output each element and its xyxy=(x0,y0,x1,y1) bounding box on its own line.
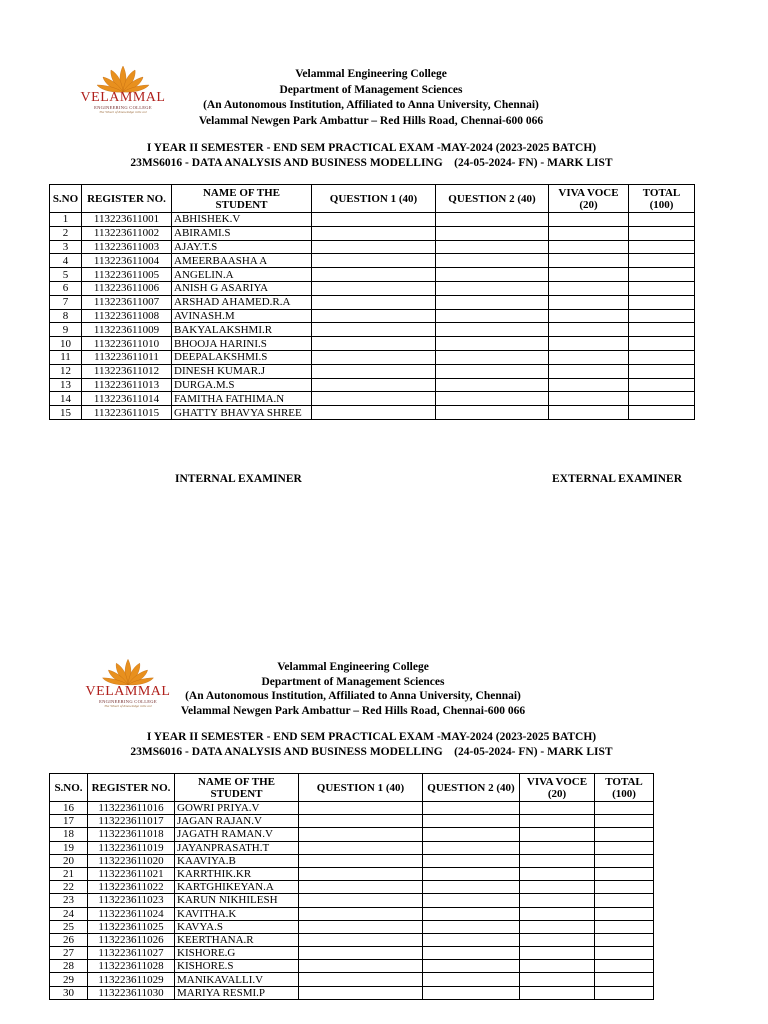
question-1-mark-cell[interactable] xyxy=(299,841,423,854)
total-mark-cell[interactable] xyxy=(629,378,695,392)
sno-cell: 5 xyxy=(50,268,82,282)
register-no-cell: 113223611007 xyxy=(82,295,172,309)
table-row xyxy=(50,295,695,309)
register-no-cell: 113223611020 xyxy=(88,854,175,867)
sno-cell: 30 xyxy=(50,986,88,999)
question-2-mark-cell[interactable] xyxy=(436,226,549,240)
college-name: Velammal Engineering College xyxy=(277,661,429,673)
logo-tagline: The Wheel of Knowledge rolls on! xyxy=(104,704,152,708)
table-row xyxy=(50,867,654,880)
student-name-cell: GHATTY BHAVYA SHREE xyxy=(172,406,312,420)
viva-voce-mark-cell[interactable] xyxy=(549,309,629,323)
viva-voce-mark-cell[interactable] xyxy=(520,881,595,894)
table-row xyxy=(50,894,654,907)
exam-line-1: I YEAR II SEMESTER - END SEM PRACTICAL EXAM -MAY-2024 (2023-2025 BATCH) xyxy=(146,731,597,743)
viva-voce-mark-cell[interactable] xyxy=(549,323,629,337)
question-1-mark-cell[interactable] xyxy=(299,815,423,828)
viva-voce-mark-cell[interactable] xyxy=(549,226,629,240)
question-1-mark-cell[interactable] xyxy=(312,323,436,337)
sno-cell: 8 xyxy=(50,309,82,323)
total-mark-cell[interactable] xyxy=(595,881,654,894)
question-1-mark-cell[interactable] xyxy=(299,828,423,841)
affiliation: (An Autonomous Institution, Affiliated to Anna University, Chennai) xyxy=(185,690,521,702)
sno-cell: 22 xyxy=(50,881,88,894)
question-1-mark-cell[interactable] xyxy=(312,213,436,227)
question-2-mark-cell[interactable] xyxy=(436,392,549,406)
table-row xyxy=(50,337,695,351)
table-row xyxy=(50,254,695,268)
sno-cell: 7 xyxy=(50,295,82,309)
register-no-cell: 113223611005 xyxy=(82,268,172,282)
question-1-mark-cell[interactable] xyxy=(312,268,436,282)
table-row xyxy=(50,226,695,240)
table-row xyxy=(50,309,695,323)
viva-voce-mark-cell[interactable] xyxy=(520,947,595,960)
question-1-mark-cell[interactable] xyxy=(299,933,423,946)
col-question-1: QUESTION 1 (40) xyxy=(299,774,423,802)
logo-subtitle: ENGINEERING COLLEGE xyxy=(99,699,157,704)
table-body-1 xyxy=(50,213,695,420)
question-1-mark-cell[interactable] xyxy=(299,947,423,960)
sno-cell: 28 xyxy=(50,960,88,973)
total-mark-cell[interactable] xyxy=(629,226,695,240)
viva-voce-mark-cell[interactable] xyxy=(549,295,629,309)
question-1-mark-cell[interactable] xyxy=(312,240,436,254)
total-mark-cell[interactable] xyxy=(629,337,695,351)
question-1-mark-cell[interactable] xyxy=(299,907,423,920)
register-no-cell: 113223611009 xyxy=(82,323,172,337)
student-name-cell: KARRTHIK.KR xyxy=(175,867,299,880)
sno-cell: 1 xyxy=(50,213,82,227)
question-2-mark-cell[interactable] xyxy=(423,802,520,815)
question-1-mark-cell[interactable] xyxy=(312,226,436,240)
table-row xyxy=(50,350,695,364)
student-name-cell: DURGA.M.S xyxy=(172,378,312,392)
viva-voce-mark-cell[interactable] xyxy=(549,364,629,378)
total-mark-cell[interactable] xyxy=(629,254,695,268)
question-2-mark-cell[interactable] xyxy=(436,364,549,378)
logo-subtitle: ENGINEERING COLLEGE xyxy=(94,105,152,110)
sno-cell: 25 xyxy=(50,920,88,933)
sno-cell: 13 xyxy=(50,378,82,392)
total-mark-cell[interactable] xyxy=(629,323,695,337)
question-2-mark-cell[interactable] xyxy=(423,867,520,880)
register-no-cell: 113223611029 xyxy=(88,973,175,986)
total-mark-cell[interactable] xyxy=(595,947,654,960)
exam-line-2: 23MS6016 - DATA ANALYSIS AND BUSINESS MODELLING (24-05-2024- FN) - MARK LIST xyxy=(130,156,613,169)
sno-cell: 23 xyxy=(50,894,88,907)
question-1-mark-cell[interactable] xyxy=(299,920,423,933)
question-2-mark-cell[interactable] xyxy=(423,815,520,828)
question-2-mark-cell[interactable] xyxy=(423,881,520,894)
total-mark-cell[interactable] xyxy=(595,960,654,973)
mark-list-page-1 xyxy=(0,0,768,500)
question-2-mark-cell[interactable] xyxy=(423,828,520,841)
question-2-mark-cell[interactable] xyxy=(436,323,549,337)
register-no-cell: 113223611008 xyxy=(82,309,172,323)
table-row xyxy=(50,907,654,920)
question-1-mark-cell[interactable] xyxy=(312,254,436,268)
viva-voce-mark-cell[interactable] xyxy=(549,378,629,392)
total-mark-cell[interactable] xyxy=(595,973,654,986)
question-1-mark-cell[interactable] xyxy=(299,960,423,973)
student-name-cell: ABHISHEK.V xyxy=(172,213,312,227)
total-mark-cell[interactable] xyxy=(595,841,654,854)
register-no-cell: 113223611021 xyxy=(88,867,175,880)
mark-list-page-2 xyxy=(0,650,768,1024)
college-header xyxy=(153,660,553,718)
register-no-cell: 113223611022 xyxy=(88,881,175,894)
exam-title xyxy=(50,730,693,759)
question-2-mark-cell[interactable] xyxy=(423,920,520,933)
register-no-cell: 113223611010 xyxy=(82,337,172,351)
sno-cell: 18 xyxy=(50,828,88,841)
question-2-mark-cell[interactable] xyxy=(436,213,549,227)
register-no-cell: 113223611023 xyxy=(88,894,175,907)
register-no-cell: 113223611003 xyxy=(82,240,172,254)
student-name-cell: BAKYALAKSHMI.R xyxy=(172,323,312,337)
question-2-mark-cell[interactable] xyxy=(436,240,549,254)
student-name-cell: AJAY.T.S xyxy=(172,240,312,254)
viva-voce-mark-cell[interactable] xyxy=(549,268,629,282)
exam-line-1: I YEAR II SEMESTER - END SEM PRACTICAL EXAM -MAY-2024 (2023-2025 BATCH) xyxy=(146,142,597,154)
mark-list-table-2 xyxy=(49,773,654,1000)
question-2-mark-cell[interactable] xyxy=(423,907,520,920)
viva-voce-mark-cell[interactable] xyxy=(520,907,595,920)
student-name-cell: KAAVIYA.B xyxy=(175,854,299,867)
question-2-mark-cell[interactable] xyxy=(436,281,549,295)
total-mark-cell[interactable] xyxy=(595,854,654,867)
col-total: TOTAL (100) xyxy=(629,185,695,213)
register-no-cell: 113223611015 xyxy=(82,406,172,420)
question-2-mark-cell[interactable] xyxy=(423,841,520,854)
question-1-mark-cell[interactable] xyxy=(299,973,423,986)
col-student-name: NAME OF THE STUDENT xyxy=(172,185,312,213)
exam-title xyxy=(50,141,693,170)
question-2-mark-cell[interactable] xyxy=(436,309,549,323)
viva-voce-mark-cell[interactable] xyxy=(549,350,629,364)
college-logo xyxy=(78,64,168,116)
affiliation: (An Autonomous Institution, Affiliated to Anna University, Chennai) xyxy=(203,99,539,111)
register-no-cell: 113223611018 xyxy=(88,828,175,841)
question-1-mark-cell[interactable] xyxy=(312,392,436,406)
sno-cell: 27 xyxy=(50,947,88,960)
question-1-mark-cell[interactable] xyxy=(299,867,423,880)
total-mark-cell[interactable] xyxy=(595,815,654,828)
student-name-cell: FAMITHA FATHIMA.N xyxy=(172,392,312,406)
table-row xyxy=(50,828,654,841)
total-mark-cell[interactable] xyxy=(629,281,695,295)
sno-cell: 3 xyxy=(50,240,82,254)
total-mark-cell[interactable] xyxy=(629,268,695,282)
viva-voce-mark-cell[interactable] xyxy=(549,281,629,295)
col-viva-voce: VIVA VOCE (20) xyxy=(520,774,595,802)
student-name-cell: KEERTHANA.R xyxy=(175,933,299,946)
sno-cell: 11 xyxy=(50,350,82,364)
student-name-cell: JAYANPRASATH.T xyxy=(175,841,299,854)
question-1-mark-cell[interactable] xyxy=(312,364,436,378)
table-body-2 xyxy=(50,802,654,1000)
total-mark-cell[interactable] xyxy=(629,364,695,378)
student-name-cell: GOWRI PRIYA.V xyxy=(175,802,299,815)
sno-cell: 19 xyxy=(50,841,88,854)
question-1-mark-cell[interactable] xyxy=(312,350,436,364)
sno-cell: 10 xyxy=(50,337,82,351)
question-2-mark-cell[interactable] xyxy=(423,973,520,986)
logo-tagline: The Wheel of Knowledge rolls on! xyxy=(99,110,147,114)
question-2-mark-cell[interactable] xyxy=(423,933,520,946)
viva-voce-mark-cell[interactable] xyxy=(520,828,595,841)
table-row xyxy=(50,973,654,986)
student-name-cell: ANGELIN.A xyxy=(172,268,312,282)
register-no-cell: 113223611025 xyxy=(88,920,175,933)
total-mark-cell[interactable] xyxy=(629,350,695,364)
table-row xyxy=(50,364,695,378)
col-question-2: QUESTION 2 (40) xyxy=(436,185,549,213)
sno-cell: 26 xyxy=(50,933,88,946)
student-name-cell: KARTGHIKEYAN.A xyxy=(175,881,299,894)
question-2-mark-cell[interactable] xyxy=(436,295,549,309)
sno-cell: 4 xyxy=(50,254,82,268)
viva-voce-mark-cell[interactable] xyxy=(520,986,595,999)
student-name-cell: ARSHAD AHAMED.R.A xyxy=(172,295,312,309)
total-mark-cell[interactable] xyxy=(629,240,695,254)
department-name: Department of Management Sciences xyxy=(261,675,445,688)
register-no-cell: 113223611012 xyxy=(82,364,172,378)
table-row xyxy=(50,933,654,946)
logo-name: VELAMMAL xyxy=(85,684,171,699)
col-sno: S.NO. xyxy=(50,774,88,802)
table-row xyxy=(50,268,695,282)
student-name-cell: BHOOJA HARINI.S xyxy=(172,337,312,351)
address: Velammal Newgen Park Ambattur – Red Hills Road, Chennai-600 066 xyxy=(180,704,526,717)
question-2-mark-cell[interactable] xyxy=(436,378,549,392)
question-2-mark-cell[interactable] xyxy=(436,337,549,351)
total-mark-cell[interactable] xyxy=(629,295,695,309)
table-row xyxy=(50,881,654,894)
sno-cell: 20 xyxy=(50,854,88,867)
total-mark-cell[interactable] xyxy=(595,828,654,841)
total-mark-cell[interactable] xyxy=(629,213,695,227)
register-no-cell: 113223611019 xyxy=(88,841,175,854)
register-no-cell: 113223611016 xyxy=(88,802,175,815)
viva-voce-mark-cell[interactable] xyxy=(549,406,629,420)
viva-voce-mark-cell[interactable] xyxy=(520,802,595,815)
viva-voce-mark-cell[interactable] xyxy=(520,841,595,854)
viva-voce-mark-cell[interactable] xyxy=(549,254,629,268)
student-name-cell: AMEERBAASHA A xyxy=(172,254,312,268)
table-row xyxy=(50,392,695,406)
question-1-mark-cell[interactable] xyxy=(299,881,423,894)
sno-cell: 24 xyxy=(50,907,88,920)
student-name-cell: KISHORE.G xyxy=(175,947,299,960)
student-name-cell: ANISH G ASARIYA xyxy=(172,281,312,295)
college-name: Velammal Engineering College xyxy=(295,68,447,80)
student-name-cell: KISHORE.S xyxy=(175,960,299,973)
student-name-cell: DINESH KUMAR.J xyxy=(172,364,312,378)
question-1-mark-cell[interactable] xyxy=(312,281,436,295)
question-2-mark-cell[interactable] xyxy=(436,254,549,268)
student-name-cell: KARUN NIKHILESH xyxy=(175,894,299,907)
col-viva-voce: VIVA VOCE (20) xyxy=(549,185,629,213)
question-2-mark-cell[interactable] xyxy=(436,268,549,282)
register-no-cell: 113223611011 xyxy=(82,350,172,364)
table-row xyxy=(50,213,695,227)
sno-cell: 14 xyxy=(50,392,82,406)
table-row xyxy=(50,802,654,815)
sno-cell: 2 xyxy=(50,226,82,240)
question-2-mark-cell[interactable] xyxy=(423,854,520,867)
department-name: Department of Management Sciences xyxy=(279,83,463,96)
sno-cell: 17 xyxy=(50,815,88,828)
question-1-mark-cell[interactable] xyxy=(312,309,436,323)
external-examiner-label: EXTERNAL EXAMINER xyxy=(552,473,683,485)
table-row xyxy=(50,920,654,933)
col-question-2: QUESTION 2 (40) xyxy=(423,774,520,802)
question-1-mark-cell[interactable] xyxy=(299,802,423,815)
question-2-mark-cell[interactable] xyxy=(436,406,549,420)
total-mark-cell[interactable] xyxy=(629,406,695,420)
question-2-mark-cell[interactable] xyxy=(423,986,520,999)
col-sno: S.NO xyxy=(50,185,82,213)
question-1-mark-cell[interactable] xyxy=(312,295,436,309)
table-header-row xyxy=(50,185,695,213)
question-2-mark-cell[interactable] xyxy=(423,947,520,960)
register-no-cell: 113223611004 xyxy=(82,254,172,268)
student-name-cell: JAGATH RAMAN.V xyxy=(175,828,299,841)
col-total: TOTAL (100) xyxy=(595,774,654,802)
question-2-mark-cell[interactable] xyxy=(436,350,549,364)
register-no-cell: 113223611006 xyxy=(82,281,172,295)
table-row xyxy=(50,815,654,828)
question-1-mark-cell[interactable] xyxy=(299,854,423,867)
student-name-cell: KAVYA.S xyxy=(175,920,299,933)
register-no-cell: 113223611030 xyxy=(88,986,175,999)
viva-voce-mark-cell[interactable] xyxy=(549,337,629,351)
student-name-cell: ABIRAMI.S xyxy=(172,226,312,240)
viva-voce-mark-cell[interactable] xyxy=(520,973,595,986)
table-row xyxy=(50,960,654,973)
viva-voce-mark-cell[interactable] xyxy=(520,960,595,973)
register-no-cell: 113223611002 xyxy=(82,226,172,240)
viva-voce-mark-cell[interactable] xyxy=(520,920,595,933)
sno-cell: 15 xyxy=(50,406,82,420)
register-no-cell: 113223611026 xyxy=(88,933,175,946)
sno-cell: 12 xyxy=(50,364,82,378)
register-no-cell: 113223611024 xyxy=(88,907,175,920)
col-student-name: NAME OF THE STUDENT xyxy=(175,774,299,802)
total-mark-cell[interactable] xyxy=(629,309,695,323)
mark-list-table-1 xyxy=(49,184,695,420)
table-row xyxy=(50,986,654,999)
exam-line-2: 23MS6016 - DATA ANALYSIS AND BUSINESS MODELLING (24-05-2024- FN) - MARK LIST xyxy=(130,745,613,758)
viva-voce-mark-cell[interactable] xyxy=(520,933,595,946)
table-row xyxy=(50,854,654,867)
table-row xyxy=(50,947,654,960)
register-no-cell: 113223611017 xyxy=(88,815,175,828)
total-mark-cell[interactable] xyxy=(629,392,695,406)
total-mark-cell[interactable] xyxy=(595,986,654,999)
register-no-cell: 113223611001 xyxy=(82,213,172,227)
student-name-cell: MARIYA RESMI.P xyxy=(175,986,299,999)
student-name-cell: JAGAN RAJAN.V xyxy=(175,815,299,828)
question-1-mark-cell[interactable] xyxy=(299,894,423,907)
college-header xyxy=(171,67,571,129)
table-row xyxy=(50,841,654,854)
student-name-cell: MANIKAVALLI.V xyxy=(175,973,299,986)
table-row xyxy=(50,323,695,337)
total-mark-cell[interactable] xyxy=(595,907,654,920)
col-register: REGISTER NO. xyxy=(88,774,175,802)
table-row xyxy=(50,281,695,295)
viva-voce-mark-cell[interactable] xyxy=(549,240,629,254)
question-1-mark-cell[interactable] xyxy=(299,986,423,999)
table-header-row xyxy=(50,774,654,802)
viva-voce-mark-cell[interactable] xyxy=(520,815,595,828)
student-name-cell: KAVITHA.K xyxy=(175,907,299,920)
question-2-mark-cell[interactable] xyxy=(423,894,520,907)
sno-cell: 16 xyxy=(50,802,88,815)
total-mark-cell[interactable] xyxy=(595,867,654,880)
logo-name: VELAMMAL xyxy=(80,90,166,105)
col-register: REGISTER NO. xyxy=(82,185,172,213)
sno-cell: 6 xyxy=(50,281,82,295)
address: Velammal Newgen Park Ambattur – Red Hills Road, Chennai-600 066 xyxy=(198,114,544,127)
sno-cell: 9 xyxy=(50,323,82,337)
viva-voce-mark-cell[interactable] xyxy=(520,867,595,880)
student-name-cell: DEEPALAKSHMI.S xyxy=(172,350,312,364)
total-mark-cell[interactable] xyxy=(595,920,654,933)
viva-voce-mark-cell[interactable] xyxy=(549,213,629,227)
total-mark-cell[interactable] xyxy=(595,933,654,946)
question-1-mark-cell[interactable] xyxy=(312,337,436,351)
table-row xyxy=(50,240,695,254)
viva-voce-mark-cell[interactable] xyxy=(520,894,595,907)
col-question-1: QUESTION 1 (40) xyxy=(312,185,436,213)
table-row xyxy=(50,406,695,420)
total-mark-cell[interactable] xyxy=(595,894,654,907)
register-no-cell: 113223611027 xyxy=(88,947,175,960)
register-no-cell: 113223611014 xyxy=(82,392,172,406)
total-mark-cell[interactable] xyxy=(595,802,654,815)
register-no-cell: 113223611013 xyxy=(82,378,172,392)
viva-voce-mark-cell[interactable] xyxy=(520,854,595,867)
sno-cell: 29 xyxy=(50,973,88,986)
question-1-mark-cell[interactable] xyxy=(312,406,436,420)
student-name-cell: AVINASH.M xyxy=(172,309,312,323)
table-row xyxy=(50,378,695,392)
internal-examiner-label: INTERNAL EXAMINER xyxy=(175,473,302,485)
question-2-mark-cell[interactable] xyxy=(423,960,520,973)
register-no-cell: 113223611028 xyxy=(88,960,175,973)
viva-voce-mark-cell[interactable] xyxy=(549,392,629,406)
question-1-mark-cell[interactable] xyxy=(312,378,436,392)
sno-cell: 21 xyxy=(50,867,88,880)
